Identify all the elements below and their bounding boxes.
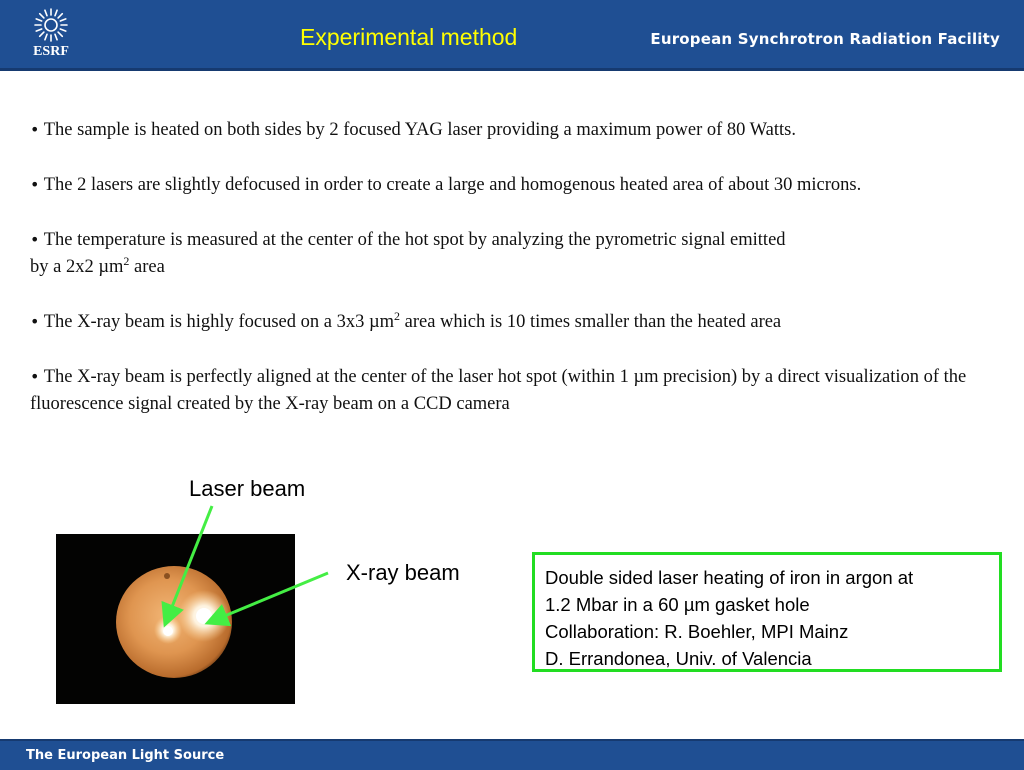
- caption-line: Double sided laser heating of iron in argon at: [545, 567, 914, 588]
- bullet-item: [30, 226, 1012, 281]
- bullet-text: The sample is heated on both sides by 2 focused YAG laser providing a maximum power of 80 Watts.: [43, 120, 796, 140]
- bullet-text: The X-ray beam is perfectly aligned at the center of the laser hot spot (within 1 µm precision) by a direct visualization of the fluorescence signal created by the X-ray beam on a CCD camera: [30, 367, 967, 414]
- header-bar: [0, 0, 1024, 71]
- sunburst-icon: [26, 6, 76, 46]
- bullet-text: The X-ray beam is highly focused on a 3x3 µm: [43, 312, 394, 332]
- bullet-text: The 2 lasers are slightly defocused in order to create a large and homogenous heated area of about 30 microns.: [43, 175, 862, 195]
- bullet-item: [30, 363, 1012, 418]
- bullet-text-end: area: [129, 257, 165, 277]
- ccd-camera-image: [56, 534, 295, 704]
- logo-wordmark: ESRF: [33, 44, 69, 59]
- xray-beam-label: X-ray beam: [346, 560, 460, 585]
- bullet-list: [30, 116, 1012, 445]
- footer-bar: [0, 739, 1024, 770]
- caption-line: 1.2 Mbar in a 60 µm gasket hole: [545, 594, 810, 615]
- bullet-icon: •: [30, 230, 40, 249]
- caption-line: D. Errandonea, Univ. of Valencia: [545, 648, 812, 669]
- bullet-text: The temperature is measured at the center of the hot spot by analyzing the pyrometric signal emitted: [43, 230, 786, 250]
- facility-name: European Synchrotron Radiation Facility: [650, 30, 1000, 48]
- bullet-text-continued: by a 2x2 µm: [30, 257, 124, 277]
- bullet-item: [30, 171, 1012, 199]
- bullet-item: [30, 308, 1012, 336]
- caption-box: [532, 552, 1002, 672]
- bullet-item: [30, 116, 1012, 144]
- superscript: 2: [394, 308, 400, 323]
- bullet-text-end: area which is 10 times smaller than the heated area: [400, 312, 782, 332]
- bullet-icon: •: [30, 175, 40, 194]
- esrf-logo: [26, 6, 76, 62]
- superscript: 2: [123, 253, 130, 268]
- caption-line: Collaboration: R. Boehler, MPI Mainz: [545, 621, 849, 642]
- page-title: Experimental method: [300, 24, 518, 50]
- hot-spot-photo: [56, 534, 295, 704]
- bullet-icon: •: [30, 120, 40, 139]
- bullet-icon: •: [30, 367, 40, 386]
- footer-text: The European Light Source: [26, 748, 225, 763]
- bullet-icon: •: [30, 312, 40, 331]
- laser-beam-label: Laser beam: [189, 476, 306, 501]
